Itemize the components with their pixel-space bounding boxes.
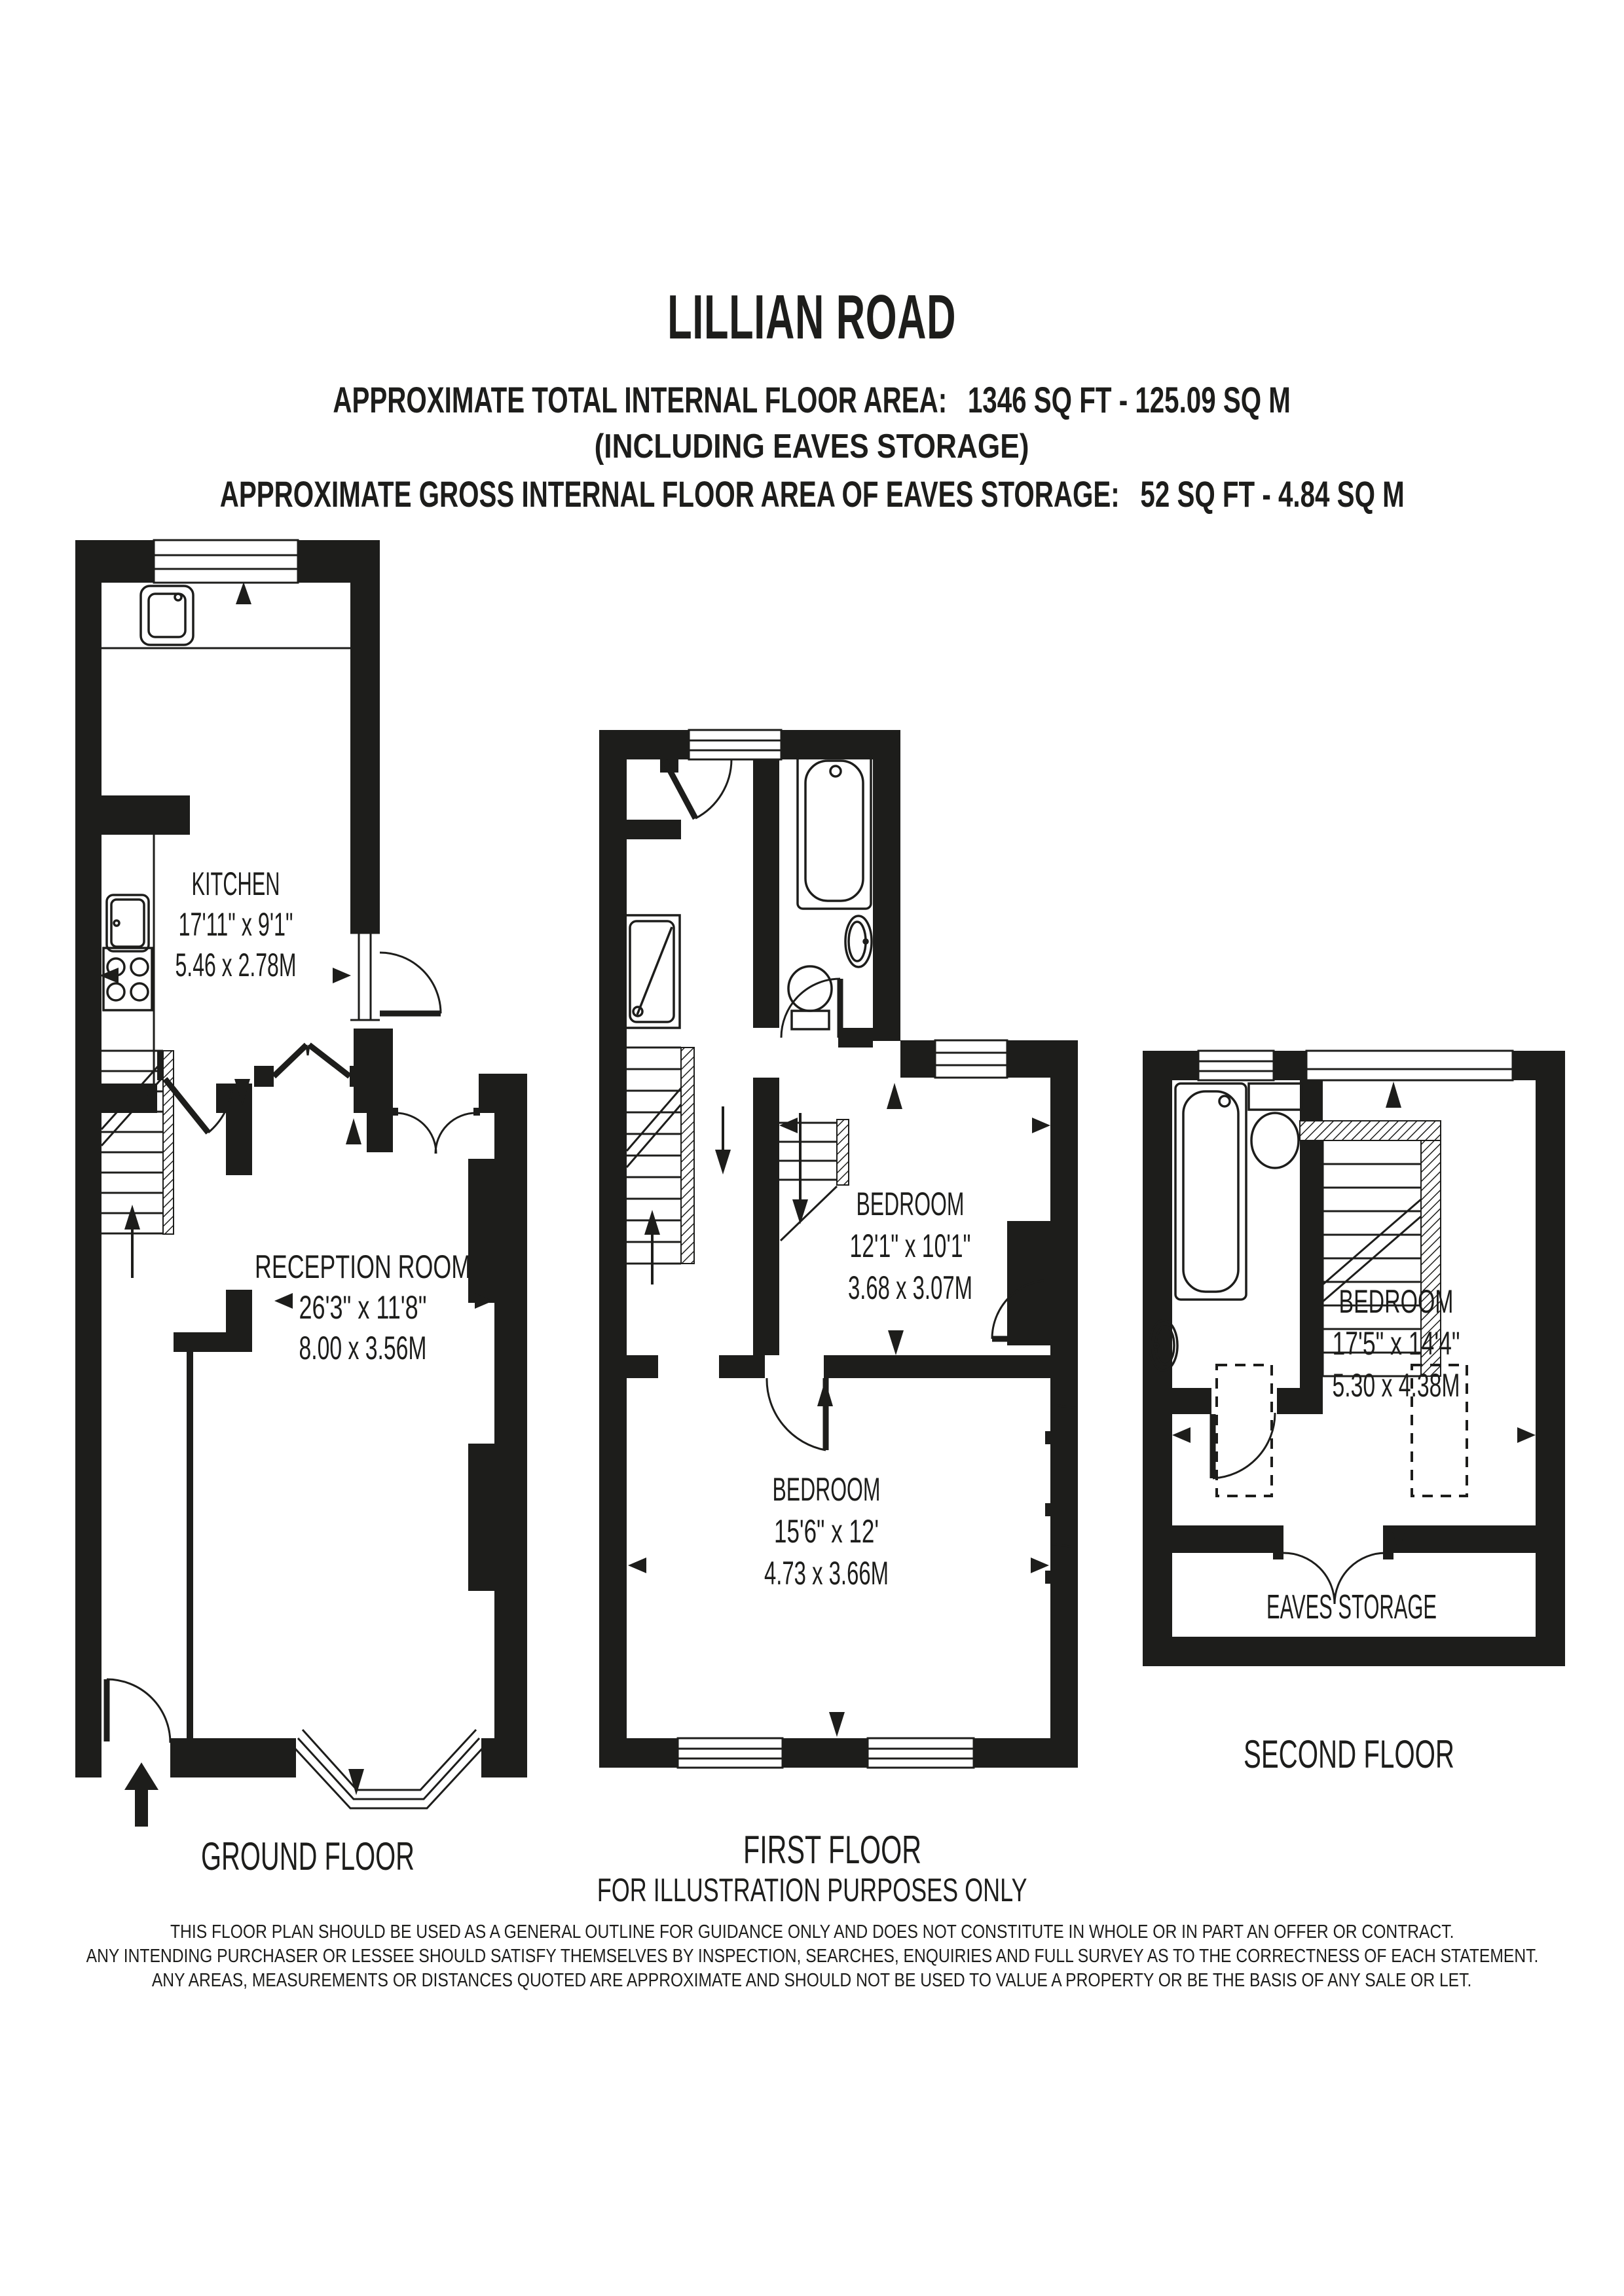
- reception-label: [255, 1248, 471, 1366]
- kitchen-name: KITCHEN: [191, 866, 280, 902]
- kitchen-appliance: [107, 895, 149, 951]
- second-floor-plan: [1139, 1034, 1572, 1781]
- disclaimer-line-3: [0, 1970, 1624, 1992]
- property-name: LILLIAN ROAD: [667, 282, 957, 352]
- toilet: [1249, 1084, 1301, 1168]
- bifold-doors: [274, 1045, 350, 1076]
- marker-left-icon: [1172, 1427, 1190, 1443]
- including-note-line: [0, 427, 1624, 466]
- disclaimer-text: ANY AREAS, MEASUREMENTS OR DISTANCES QUOTED ARE APPROXIMATE AND SHOULD NOT BE USED TO VALUE A PROPERTY OR BE THE BASIS OF ANY SALE OR LET.: [152, 1970, 1472, 1991]
- eaves-storage-label: EAVES STORAGE: [1266, 1588, 1437, 1626]
- bathroom-door: [1213, 1413, 1275, 1478]
- bedroom-rear-label: [848, 1186, 972, 1306]
- bedroom-name: BEDROOM: [1338, 1283, 1454, 1320]
- illustration-note-line: [0, 1871, 1624, 1909]
- second-top-window-right: [1306, 1051, 1513, 1080]
- marker-left-icon: [779, 1118, 798, 1133]
- bedroom-metric: 5.30 x 4.38M: [1332, 1367, 1460, 1404]
- wash-basin: [845, 916, 872, 967]
- second-floor-label: SECOND FLOOR: [1244, 1732, 1454, 1776]
- marker-down-icon: [829, 1712, 845, 1737]
- front-door: [107, 1679, 170, 1743]
- kitchen-side-window: [350, 933, 380, 1020]
- marker-right-icon: [333, 968, 351, 983]
- second-top-window-left: [1198, 1051, 1274, 1080]
- total-area-label: APPROXIMATE TOTAL INTERNAL FLOOR AREA:: [333, 379, 948, 420]
- disclaimer-text: ANY INTENDING PURCHASER OR LESSEE SHOULD SATISFY THEMSELVES BY INSPECTION, SEARCHES, ENQUIRIES AND FULL SURVEY AS TO THE CORRECTNESS OF EACH STATEMENT.: [86, 1946, 1538, 1967]
- illustration-note: FOR ILLUSTRATION PURPOSES ONLY: [597, 1872, 1027, 1908]
- stairs-down-arrow: [715, 1106, 731, 1175]
- eaves-area-value: 52 SQ FT - 4.84 SQ M: [1140, 473, 1405, 515]
- marker-right-icon: [1517, 1427, 1536, 1443]
- bedroom-front-name: BEDROOM: [772, 1471, 881, 1508]
- bedroom-rear-metric: 3.68 x 3.07M: [848, 1269, 972, 1306]
- french-doors: [392, 1108, 480, 1154]
- bay-window: [293, 1730, 484, 1808]
- bedroom-label: [1333, 1283, 1460, 1404]
- marker-up-icon: [817, 1380, 833, 1406]
- stair-newel-hatch: [163, 1051, 174, 1234]
- marker-left-icon: [274, 1293, 293, 1309]
- disclaimer-line-2: [0, 1946, 1624, 1967]
- marker-right-icon: [1032, 1118, 1050, 1133]
- marker-up-icon: [1386, 1082, 1401, 1108]
- entrance-arrow-icon: [124, 1762, 158, 1827]
- stairs-up-arrow: [124, 1205, 140, 1278]
- eaves-area-line: [0, 473, 1624, 515]
- marker-up-icon: [236, 582, 251, 604]
- bedroom-front-metric: 4.73 x 3.66M: [764, 1555, 889, 1592]
- marker-up-icon: [346, 1118, 361, 1144]
- kitchen-side-door: [380, 953, 441, 1013]
- ground-walls: [75, 540, 527, 1777]
- marker-up-icon: [887, 1083, 902, 1109]
- bedroom-rear-imperial: 12'1" x 10'1": [849, 1228, 971, 1264]
- first-top-window: [689, 730, 781, 759]
- kitchen-label: [175, 866, 297, 983]
- bedroom-imperial: 17'5" x 14'4": [1332, 1325, 1460, 1362]
- total-area-line: [0, 378, 1624, 421]
- bathtub: [798, 753, 871, 909]
- kitchen-imperial: 17'11" x 9'1": [178, 906, 293, 943]
- total-area-value: 1346 SQ FT - 125.09 SQ M: [968, 379, 1291, 420]
- shower: [624, 915, 680, 1028]
- eaves-area-label: APPROXIMATE GROSS INTERNAL FLOOR AREA OF EAVES STORAGE:: [219, 473, 1120, 515]
- marker-down-icon: [888, 1330, 904, 1355]
- marker-left-icon: [628, 1558, 646, 1573]
- first-floor-plan: [589, 720, 1087, 1899]
- bathtub: [1175, 1084, 1246, 1300]
- disclaimer-text: THIS FLOOR PLAN SHOULD BE USED AS A GENERAL OUTLINE FOR GUIDANCE ONLY AND DOES NOT CONSTITUTE IN WHOLE OR IN PART AN OFFER OR CONTRACT.: [170, 1922, 1454, 1942]
- ground-markers: [100, 582, 493, 1795]
- kitchen-top-window: [154, 540, 298, 583]
- page-title: [0, 282, 1624, 354]
- first-walls: [599, 730, 1078, 1768]
- reception-imperial: 26'3" x 11'8": [299, 1289, 427, 1326]
- bedroom-front-imperial: 15'6" x 12': [774, 1513, 879, 1550]
- first-floor-label: FIRST FLOOR: [743, 1828, 921, 1872]
- bedroom-rear-window: [935, 1040, 1007, 1078]
- ground-floor-plan: [65, 530, 537, 1905]
- disclaimer-line-1: [0, 1922, 1624, 1943]
- bedroom-front-door: [767, 1378, 826, 1450]
- reception-name: RECEPTION ROOM: [255, 1248, 471, 1285]
- bedroom-front-label: [764, 1471, 889, 1592]
- including-note: (INCLUDING EAVES STORAGE): [595, 428, 1029, 465]
- kitchen-metric: 5.46 x 2.78M: [175, 947, 297, 983]
- kitchen-sink: [141, 586, 193, 645]
- toilet: [788, 966, 832, 1029]
- bedroom-rear-name: BEDROOM: [856, 1186, 965, 1222]
- ground-floor-label: GROUND FLOOR: [201, 1834, 415, 1878]
- first-staircase: [627, 1048, 849, 1285]
- reception-metric: 8.00 x 3.56M: [299, 1330, 427, 1366]
